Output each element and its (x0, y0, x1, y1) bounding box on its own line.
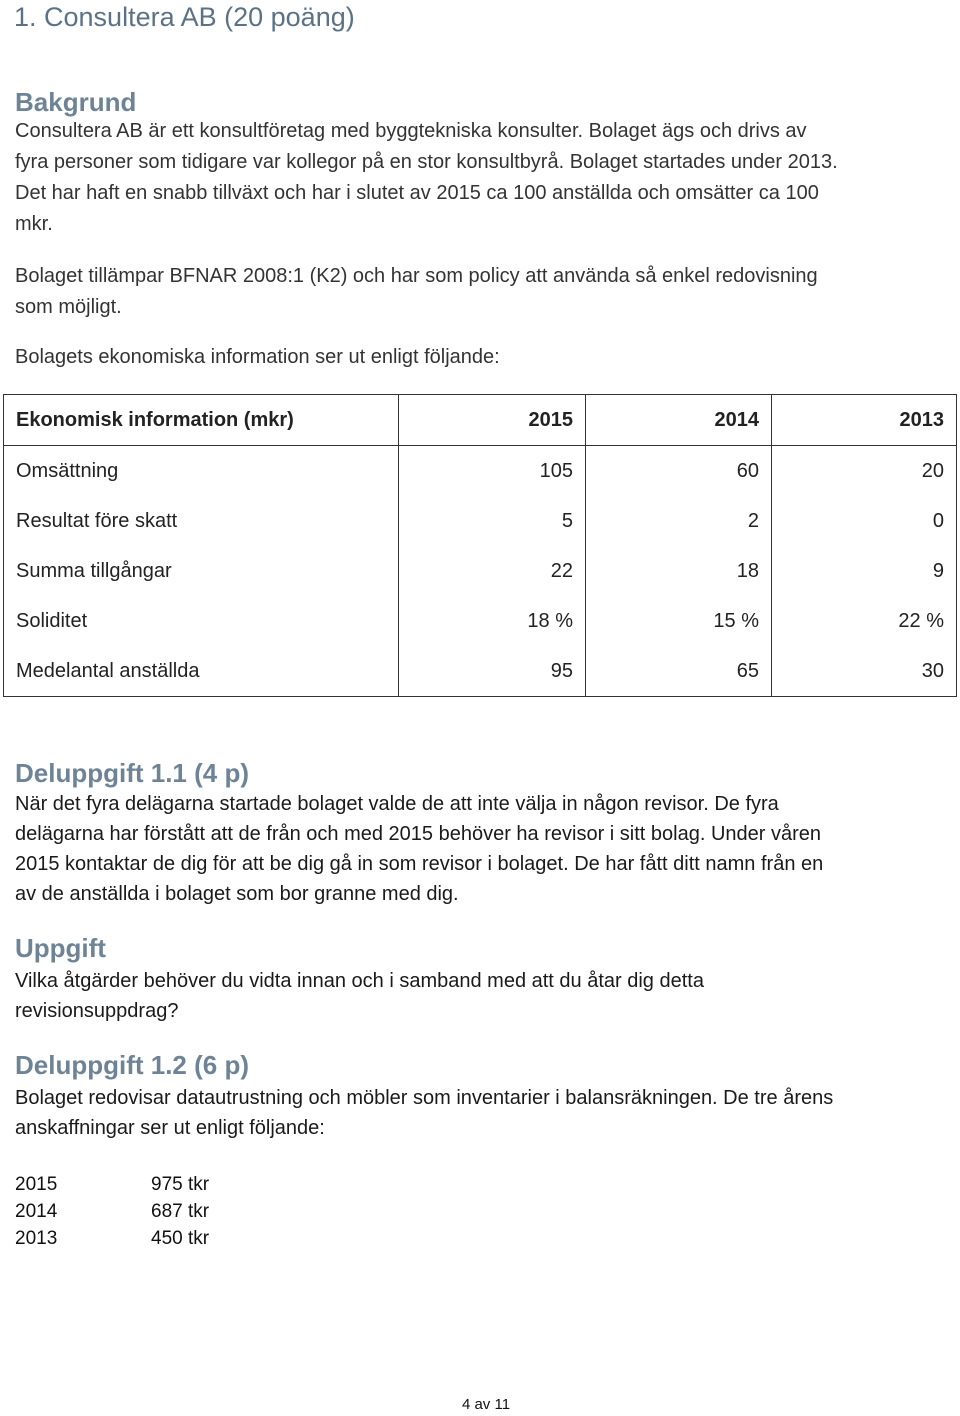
table-cell: 2 (586, 496, 772, 546)
table-row (4, 496, 957, 546)
text-line: Vilka åtgärder behöver du vidta innan och i samband med att du åtar dig detta (15, 970, 704, 992)
table-cell: 5 (399, 496, 586, 546)
table-cell: 0 (772, 496, 957, 546)
task-1-1-paragraph (15, 789, 945, 909)
table-cell: 60 (586, 446, 772, 497)
table-cell: Resultat före skatt (4, 496, 399, 546)
text-line: Consultera AB är ett konsultföretag med byggtekniska konsulter. Bolaget ägs och drivs av (15, 120, 807, 142)
background-paragraph-2 (15, 261, 945, 323)
table-row (4, 546, 957, 596)
text-line: fyra personer som tidigare var kollegor på en stor konsultbyrå. Bolaget startades under 2013. (15, 151, 838, 173)
page-title: 1. Consultera AB (20 poäng) (14, 2, 355, 32)
assignment-paragraph (15, 966, 945, 1026)
table-cell: 15 % (586, 596, 772, 646)
section-heading-task-1-1: Deluppgift 1.1 (4 p) (15, 758, 249, 788)
text-line: delägarna har förstått att de från och med 2015 behöver ha revisor i sitt bolag. Under våren (15, 823, 822, 845)
acquisition-amount: 975 tkr (151, 1174, 210, 1195)
table-cell: Omsättning (4, 446, 399, 497)
text-line: mkr. (15, 213, 53, 235)
table-cell: 18 % (399, 596, 586, 646)
table-cell: 65 (586, 646, 772, 697)
text-line: När det fyra delägarna startade bolaget valde de att inte välja in någon revisor. De fyra (15, 793, 779, 815)
table-cell: 9 (772, 546, 957, 596)
acquisition-amount: 450 tkr (151, 1228, 210, 1249)
table-cell: 20 (772, 446, 957, 497)
table-cell: 30 (772, 646, 957, 697)
table-header-row (4, 395, 957, 446)
page-number: 4 av 11 (461, 1396, 511, 1413)
text-line: Det har haft en snabb tillväxt och har i slutet av 2015 ca 100 anställda och omsätter ca 100 (15, 182, 819, 204)
acquisition-year: 2015 (15, 1174, 58, 1195)
table-cell: Soliditet (4, 596, 399, 646)
text-line: Bolaget redovisar datautrustning och möbler som inventarier i balansräkningen. De tre årens (15, 1087, 834, 1109)
acquisitions-list (15, 1171, 209, 1252)
table-header-cell: Ekonomisk information (mkr) (4, 395, 399, 446)
background-paragraph-1 (15, 116, 945, 240)
text-line: anskaffningar ser ut enligt följande: (15, 1117, 325, 1139)
financial-information-table (3, 394, 957, 697)
table-header-cell: 2013 (772, 395, 957, 446)
text-line: Bolaget tillämpar BFNAR 2008:1 (K2) och har som policy att använda så enkel redovisning (15, 265, 818, 287)
list-item (15, 1171, 209, 1198)
table-cell: 95 (399, 646, 586, 697)
text-line: revisionsuppdrag? (15, 1000, 179, 1022)
table-cell: 18 (586, 546, 772, 596)
table-header-cell: 2014 (586, 395, 772, 446)
background-paragraph-3 (15, 342, 945, 373)
acquisition-amount: 687 tkr (151, 1201, 210, 1222)
table-cell: Summa tillgångar (4, 546, 399, 596)
acquisition-year: 2013 (15, 1228, 58, 1249)
table-cell: Medelantal anställda (4, 646, 399, 697)
list-item (15, 1198, 209, 1225)
table-cell: 22 (399, 546, 586, 596)
list-item (15, 1225, 209, 1252)
text-line: 2015 kontaktar de dig för att be dig gå in som revisor i bolaget. De har fått ditt namn från en (15, 853, 824, 875)
table-header-cell: 2015 (399, 395, 586, 446)
table-cell: 22 % (772, 596, 957, 646)
section-heading-background: Bakgrund (15, 87, 137, 117)
section-heading-task-1-2: Deluppgift 1.2 (6 p) (15, 1050, 249, 1080)
table-row (4, 596, 957, 646)
table-row (4, 446, 957, 497)
table-cell: 105 (399, 446, 586, 497)
text-line: Bolagets ekonomiska information ser ut enligt följande: (15, 346, 500, 368)
task-1-2-paragraph (15, 1083, 945, 1143)
table-row (4, 646, 957, 697)
acquisition-year: 2014 (15, 1201, 58, 1222)
section-heading-assignment: Uppgift (15, 933, 106, 963)
text-line: av de anställda i bolaget som bor granne med dig. (15, 883, 459, 905)
text-line: som möjligt. (15, 296, 122, 318)
